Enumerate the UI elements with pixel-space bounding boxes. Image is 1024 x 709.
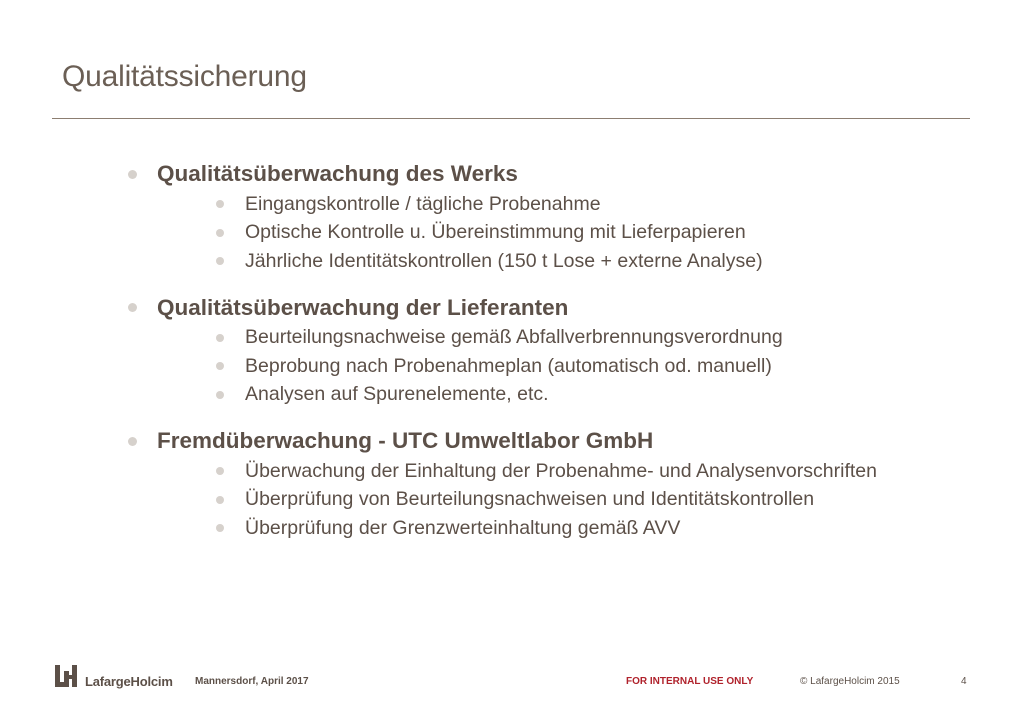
bullet-dot-icon [216,229,224,237]
section-heading-row [128,292,1018,324]
bullet-dot-icon [216,362,224,370]
list-item [128,190,1018,219]
lafargeholcim-logo-icon [55,665,77,687]
list-item [128,486,1018,515]
slide-content [128,158,1018,559]
section-heading-row [128,425,1018,457]
list-item [128,247,1018,276]
section-heading: Qualitätsüberwachung des Werks [157,161,518,186]
section-heading: Qualitätsüberwachung der Lieferanten [157,294,569,320]
bullet-dot-icon [128,303,137,312]
bullet-dot-icon [216,496,224,504]
sub-list [128,324,1018,410]
section-fremdueberwachung [128,425,1018,543]
list-item [128,457,1018,486]
footer-page-number: 4 [961,676,967,687]
list-item-text: Beprobung nach Probenahmeplan (automatisch od. manuell) [245,354,772,377]
section-heading: Fremdüberwachung - UTC Umweltlabor GmbH [157,428,654,453]
sub-list [128,457,1018,543]
list-item [128,381,1018,410]
bullet-dot-icon [216,334,224,342]
list-item-text: Überprüfung von Beurteilungsnachweisen und Identitätskontrollen [245,488,815,511]
list-item-text: Analysen auf Spurenelemente, etc. [245,383,549,406]
bullet-dot-icon [216,391,224,399]
bullet-dot-icon [216,200,224,208]
list-item-text: Überprüfung der Grenzwerteinhaltung gemäß AVV [245,516,681,539]
footer-location-date: Mannersdorf, April 2017 [195,676,309,687]
footer-classification: FOR INTERNAL USE ONLY [626,676,754,687]
list-item [128,219,1018,248]
list-item-text: Überwachung der Einhaltung der Probenahme- und Analysenvorschriften [245,459,877,482]
logo-wordmark: LafargeHolcim [85,674,173,689]
sub-list [128,190,1018,276]
list-item-text: Beurteilungsnachweise gemäß Abfallverbrennungsverordnung [245,326,783,349]
list-item [128,324,1018,353]
list-item [128,514,1018,543]
bullet-dot-icon [216,467,224,475]
section-werk [128,158,1018,276]
bullet-dot-icon [128,437,137,446]
footer-copyright: © LafargeHolcim 2015 [800,676,900,687]
list-item-text: Jährliche Identitätskontrollen (150 t Lose + externe Analyse) [245,249,763,272]
list-item-text: Optische Kontrolle u. Übereinstimmung mit Lieferpapieren [245,221,746,244]
section-heading-row [128,158,1018,190]
list-item-text: Eingangskontrolle / tägliche Probenahme [245,192,601,215]
title-divider [52,118,970,119]
section-lieferanten [128,292,1018,410]
page-title: Qualitätssicherung [62,60,307,93]
bullet-dot-icon [216,524,224,532]
list-item [128,352,1018,381]
bullet-dot-icon [216,257,224,265]
bullet-dot-icon [128,170,137,179]
